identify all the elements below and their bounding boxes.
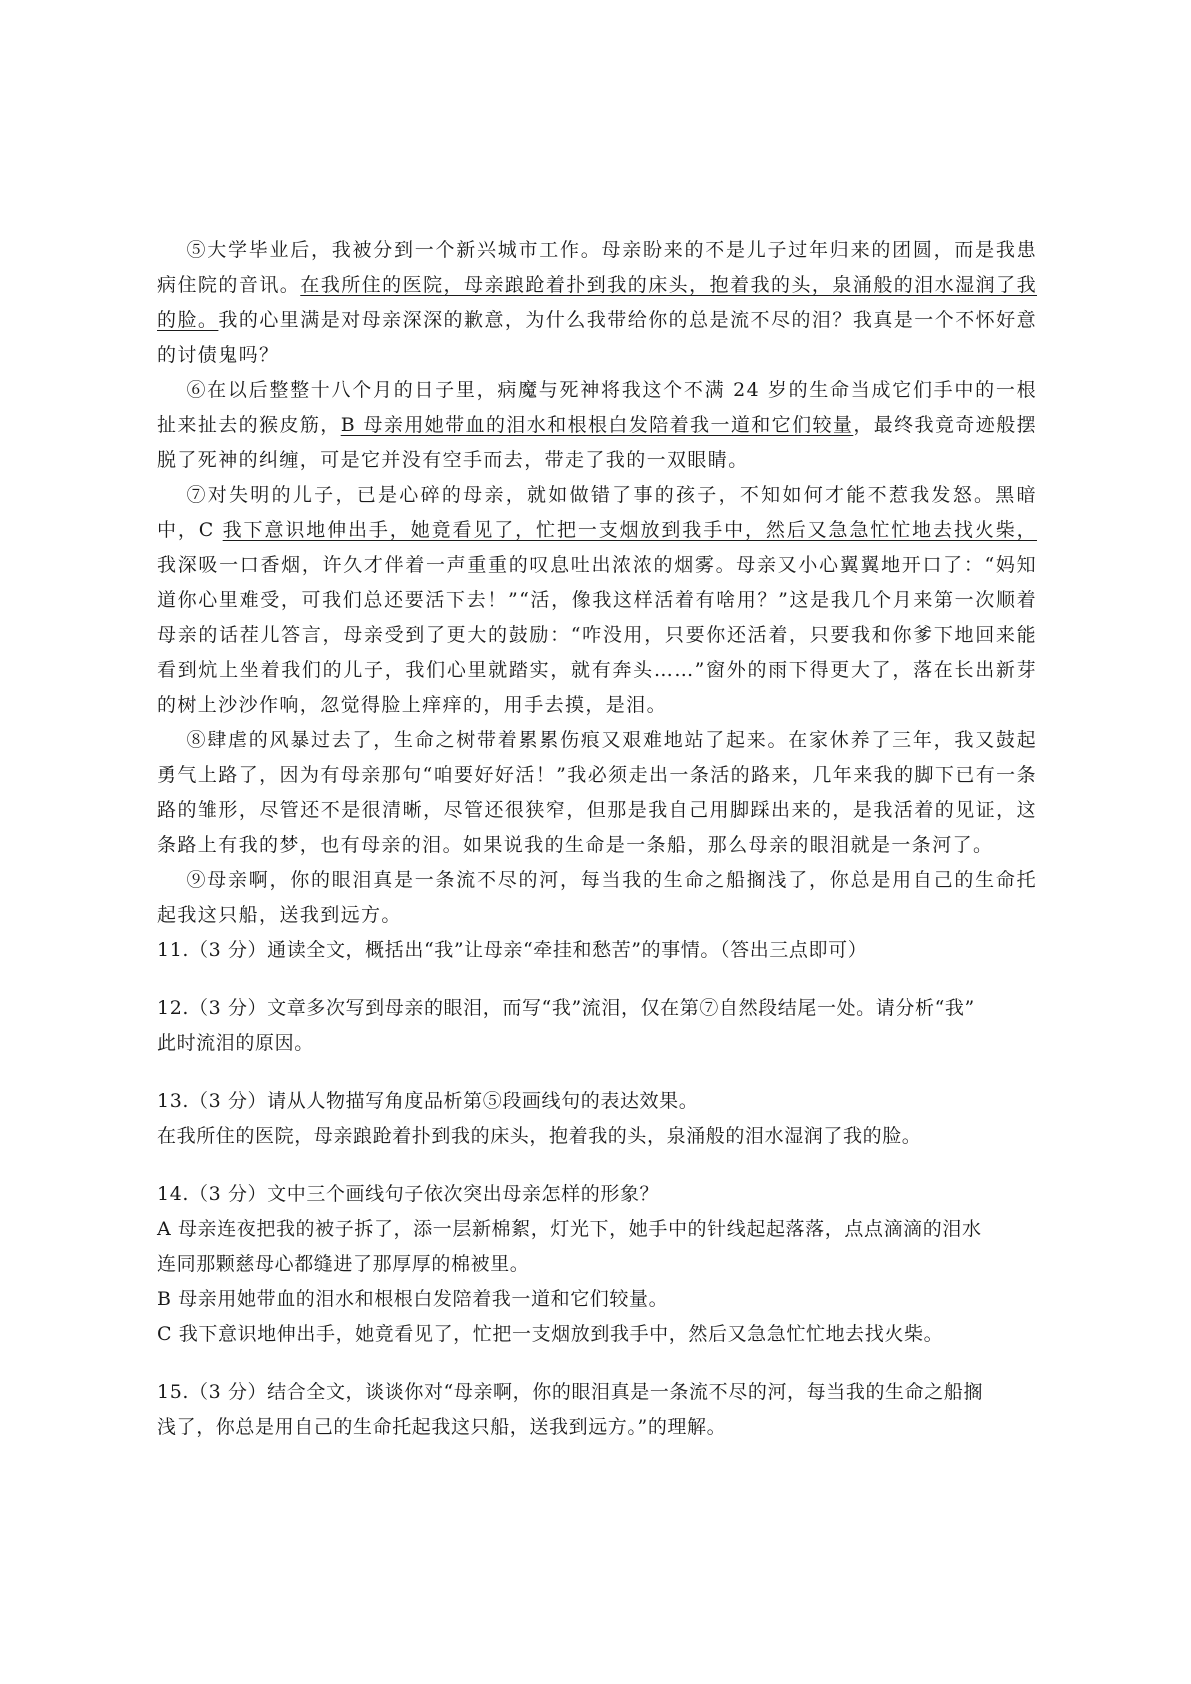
question-14-prompt: 14.（3 分）文中三个画线句子依次突出母亲怎样的形象？ xyxy=(157,1183,660,1205)
reading-passage xyxy=(157,233,1037,933)
paragraph-9: ⑨母亲啊，你的眼泪真是一条流不尽的河，每当我的生命之船搁浅了，你总是用自己的生命托起我这只船，送我到远方。 xyxy=(157,869,1037,926)
underlined-sentence-5: 在我所住的医院，母亲踉跄着扑到我的床头，抱着我的头，泉涌般的泪水湿润了我的脸。 xyxy=(157,274,1037,331)
question-13-prompt: 13.（3 分）请从人物描写角度品析第⑤段画线句的表达效果。 xyxy=(157,1090,699,1112)
paragraph-7-text-b: 我深吸一口香烟，许久才伴着一声重重的叹息吐出浓浓的烟雾。母亲又小心翼翼地开口了：“妈知道你心里难受，可我们总还要活下去！”“活，像我这样活着有啥用？”这是我几个月来第一次顺着母亲的话茬儿答言，母亲受到了更大的鼓励：“咋没用，只要你还活着，只要我和你爹下地回来能看到炕上坐着我们的儿子，我们心里就踏实，就有奔头……”窗外的雨下得更大了，落在长出新芽的树上沙沙作响，忽觉得脸上痒痒的，用手去摸，是泪。 xyxy=(157,554,1037,716)
question-14-option-c: C 我下意识地伸出手，她竟看见了，忙把一支烟放到我手中，然后又急急忙忙地去找火柴。 xyxy=(157,1323,944,1345)
question-12 xyxy=(157,991,1037,1061)
paragraph-7 xyxy=(157,478,1037,723)
paragraph-7-text-a: ⑦对失明的儿子，已是心碎的母亲，就如做错了事的孩子，不知如何才能不惹我发怒。黑暗中，C xyxy=(157,484,1037,541)
question-11-prompt: 11.（3 分）通读全文，概括出“我”让母亲“牵挂和愁苦”的事情。（答出三点即可） xyxy=(157,939,868,961)
document-page xyxy=(157,233,1037,1445)
paragraph-8: ⑧肆虐的风暴过去了，生命之树带着累累伤痕又艰难地站了起来。在家休养了三年，我又鼓起勇气上路了，因为有母亲那句“咱要好好活！”我必须走出一条活的路来，几年来我的脚下已有一条路的雏形，尽管还不是很清晰，尽管还很狭窄，但那是我自己用脚踩出来的，是我活着的见证，这条路上有我的梦，也有母亲的泪。如果说我的生命是一条船，那么母亲的眼泪就是一条河了。 xyxy=(157,729,1037,856)
question-list xyxy=(157,933,1037,1445)
question-11 xyxy=(157,933,1037,968)
question-15-prompt: 15.（3 分）结合全文，谈谈你对“母亲啊，你的眼泪真是一条流不尽的河，每当我的生命之船搁 xyxy=(157,1381,984,1403)
question-14-option-a: A 母亲连夜把我的被子拆了，添一层新棉絮，灯光下，她手中的针线起起落落，点点滴滴的泪水 xyxy=(157,1218,982,1240)
question-14 xyxy=(157,1177,1037,1352)
question-14-option-b: B 母亲用她带血的泪水和根根白发陪着我一道和它们较量。 xyxy=(157,1288,669,1310)
underlined-sentence-c: 我下意识地伸出手，她竟看见了，忙把一支烟放到我手中，然后又急急忙忙地去找火柴， xyxy=(222,519,1037,541)
paragraph-5-text-a: ⑤大学毕业后，我被分到一个新兴城市工作。母亲盼来的不是儿子过年归来的团圆，而是我患病住院的音讯。 xyxy=(157,239,1037,296)
question-12-prompt-cont: 此时流泪的原因。 xyxy=(157,1032,314,1054)
paragraph-6-text-a: ⑥在以后整整十八个月的日子里，病魔与死神将我这个不满 24 岁的生命当成它们手中的一根扯来扯去的猴皮筋， xyxy=(157,379,1037,436)
question-15-prompt-cont: 浅了，你总是用自己的生命托起我这只船，送我到远方。”的理解。 xyxy=(157,1416,727,1438)
paragraph-5 xyxy=(157,233,1037,373)
question-13-quote: 在我所住的医院，母亲踉跄着扑到我的床头，抱着我的头，泉涌般的泪水湿润了我的脸。 xyxy=(157,1125,922,1147)
paragraph-6-text-b: ，最终我竟奇迹般摆脱了死神的纠缠，可是它并没有空手而去，带走了我的一双眼睛。 xyxy=(157,414,1038,471)
question-13 xyxy=(157,1084,1037,1154)
underlined-sentence-b: B 母亲用她带血的泪水和根根白发陪着我一道和它们较量 xyxy=(340,414,854,436)
question-14-option-a-cont: 连同那颗慈母心都缝进了那厚厚的棉被里。 xyxy=(157,1253,530,1275)
question-15 xyxy=(157,1375,1037,1445)
question-12-prompt: 12.（3 分）文章多次写到母亲的眼泪，而写“我”流泪，仅在第⑦自然段结尾一处。请分析“我” xyxy=(157,997,975,1019)
paragraph-6 xyxy=(157,373,1037,478)
paragraph-5-text-b: 我的心里满是对母亲深深的歉意，为什么我带给你的总是流不尽的泪？我真是一个不怀好意的讨债鬼吗？ xyxy=(157,309,1037,366)
